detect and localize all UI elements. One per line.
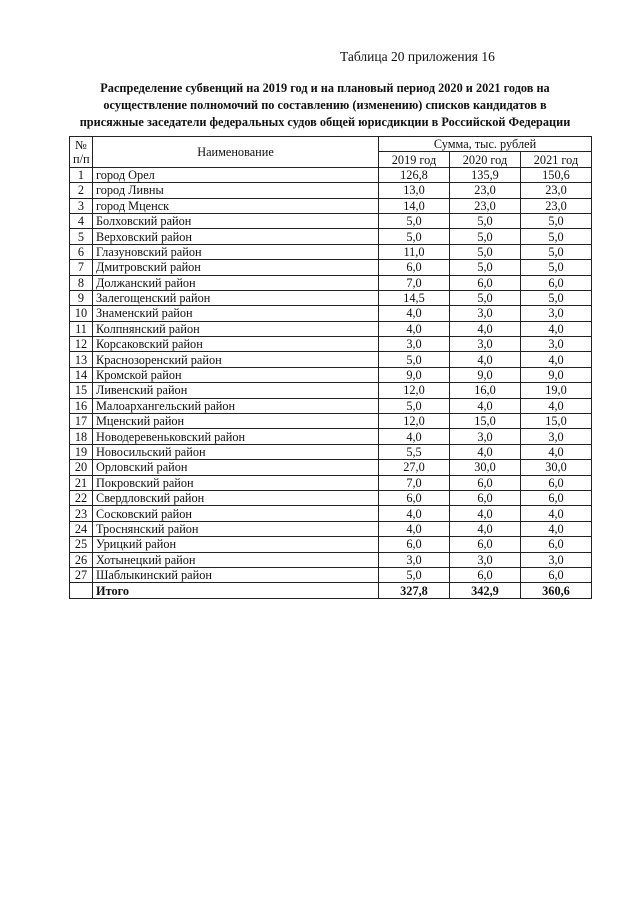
value-2021: 6,0: [521, 537, 592, 552]
row-name: Орловский район: [93, 460, 379, 475]
value-2019: 6,0: [379, 537, 450, 552]
value-2020: 6,0: [450, 490, 521, 505]
title-line: Распределение субвенций на 2019 год и на плановый период 2020 и 2021 годов на: [100, 81, 550, 95]
value-2020: 6,0: [450, 475, 521, 490]
value-2021: 30,0: [521, 460, 592, 475]
value-2020: 6,0: [450, 537, 521, 552]
value-2021: 6,0: [521, 275, 592, 290]
row-name: Кромской район: [93, 367, 379, 382]
value-2019: 12,0: [379, 383, 450, 398]
row-number: 2: [70, 183, 93, 198]
table-row: [70, 383, 592, 398]
row-name: Сосковский район: [93, 506, 379, 521]
row-name: Мценский район: [93, 414, 379, 429]
row-name: Корсаковский район: [93, 337, 379, 352]
table-row: [70, 260, 592, 275]
value-2019: 27,0: [379, 460, 450, 475]
table-row: [70, 429, 592, 444]
value-2020: 6,0: [450, 275, 521, 290]
value-2020: 3,0: [450, 337, 521, 352]
value-2020: 3,0: [450, 306, 521, 321]
row-name: Должанский район: [93, 275, 379, 290]
value-2019: 5,0: [379, 213, 450, 228]
value-2020: 5,0: [450, 260, 521, 275]
row-name: Малоархангельский район: [93, 398, 379, 413]
row-number: 11: [70, 321, 93, 336]
total-row: [70, 583, 592, 598]
value-2021: 23,0: [521, 183, 592, 198]
header-number-line1: №: [75, 137, 87, 152]
value-2021: 6,0: [521, 475, 592, 490]
value-2021: 19,0: [521, 383, 592, 398]
table-row: [70, 352, 592, 367]
row-name: Глазуновский район: [93, 244, 379, 259]
row-number: 26: [70, 552, 93, 567]
row-number: 16: [70, 398, 93, 413]
value-2020: 23,0: [450, 198, 521, 213]
value-2021: 9,0: [521, 367, 592, 382]
table-row: [70, 398, 592, 413]
value-2021: 4,0: [521, 444, 592, 459]
header-number-line2: п/п: [73, 151, 90, 166]
row-name: Колпнянский район: [93, 321, 379, 336]
value-2020: 3,0: [450, 552, 521, 567]
value-2021: 150,6: [521, 167, 592, 182]
value-2019: 5,0: [379, 398, 450, 413]
value-2020: 4,0: [450, 321, 521, 336]
table-row: [70, 552, 592, 567]
value-2021: 3,0: [521, 306, 592, 321]
table-row: [70, 198, 592, 213]
table-row: [70, 167, 592, 182]
row-number: 6: [70, 244, 93, 259]
table-row: [70, 321, 592, 336]
value-2019: 6,0: [379, 490, 450, 505]
value-2021: 3,0: [521, 552, 592, 567]
table-row: [70, 213, 592, 228]
value-2020: 30,0: [450, 460, 521, 475]
row-number: 18: [70, 429, 93, 444]
row-number: 3: [70, 198, 93, 213]
value-2019: 5,0: [379, 567, 450, 582]
row-name: Новодеревеньковский район: [93, 429, 379, 444]
value-2019: 7,0: [379, 275, 450, 290]
table-row: [70, 490, 592, 505]
value-2021: 23,0: [521, 198, 592, 213]
value-2021: 5,0: [521, 229, 592, 244]
row-name: город Ливны: [93, 183, 379, 198]
table-row: [70, 229, 592, 244]
total-2019: 327,8: [379, 583, 450, 598]
value-2019: 12,0: [379, 414, 450, 429]
table-row: [70, 537, 592, 552]
table-row: [70, 444, 592, 459]
header-name: Наименование: [93, 137, 379, 168]
value-2019: 3,0: [379, 552, 450, 567]
title-line: присяжные заседатели федеральных судов общей юрисдикции в Российской Федерации: [79, 115, 571, 129]
table-row: [70, 475, 592, 490]
value-2021: 4,0: [521, 521, 592, 536]
title-line: осуществление полномочий по составлению (изменению) списков кандидатов в: [103, 98, 547, 112]
value-2019: 3,0: [379, 337, 450, 352]
value-2021: 6,0: [521, 490, 592, 505]
value-2020: 9,0: [450, 367, 521, 382]
row-number: 14: [70, 367, 93, 382]
row-name: город Мценск: [93, 198, 379, 213]
row-number: 13: [70, 352, 93, 367]
row-name: Залегощенский район: [93, 290, 379, 305]
value-2021: 4,0: [521, 321, 592, 336]
total-2021: 360,6: [521, 583, 592, 598]
row-number: 7: [70, 260, 93, 275]
row-number: 19: [70, 444, 93, 459]
row-number: 25: [70, 537, 93, 552]
total-label: Итого: [93, 583, 379, 598]
row-number: 12: [70, 337, 93, 352]
total-2020: 342,9: [450, 583, 521, 598]
value-2020: 23,0: [450, 183, 521, 198]
row-number: 10: [70, 306, 93, 321]
row-name: Дмитровский район: [93, 260, 379, 275]
value-2020: 5,0: [450, 244, 521, 259]
value-2020: 4,0: [450, 506, 521, 521]
value-2021: 5,0: [521, 260, 592, 275]
row-number: 24: [70, 521, 93, 536]
row-number: 21: [70, 475, 93, 490]
header-sum: Сумма, тыс. рублей: [379, 137, 592, 152]
value-2019: 11,0: [379, 244, 450, 259]
value-2020: 15,0: [450, 414, 521, 429]
value-2021: 3,0: [521, 337, 592, 352]
value-2019: 13,0: [379, 183, 450, 198]
value-2021: 3,0: [521, 429, 592, 444]
table-row: [70, 521, 592, 536]
header-number: [70, 137, 93, 168]
row-name: Краснозоренский район: [93, 352, 379, 367]
header-year-2021: 2021 год: [521, 152, 592, 167]
value-2020: 5,0: [450, 213, 521, 228]
table-row: [70, 183, 592, 198]
row-number: 8: [70, 275, 93, 290]
value-2020: 4,0: [450, 521, 521, 536]
document-title: [60, 80, 590, 131]
value-2020: 5,0: [450, 290, 521, 305]
row-number: 1: [70, 167, 93, 182]
row-name: город Орел: [93, 167, 379, 182]
table-row: [70, 337, 592, 352]
row-number: 5: [70, 229, 93, 244]
value-2020: 4,0: [450, 398, 521, 413]
value-2019: 4,0: [379, 506, 450, 521]
value-2019: 5,0: [379, 229, 450, 244]
value-2019: 7,0: [379, 475, 450, 490]
value-2021: 5,0: [521, 213, 592, 228]
value-2020: 3,0: [450, 429, 521, 444]
row-number: 27: [70, 567, 93, 582]
subvention-table: [69, 136, 592, 599]
value-2020: 4,0: [450, 444, 521, 459]
row-name: Ливенский район: [93, 383, 379, 398]
value-2020: 135,9: [450, 167, 521, 182]
value-2021: 15,0: [521, 414, 592, 429]
row-name: Свердловский район: [93, 490, 379, 505]
row-name: Новосильский район: [93, 444, 379, 459]
row-number: 22: [70, 490, 93, 505]
value-2020: 16,0: [450, 383, 521, 398]
value-2020: 4,0: [450, 352, 521, 367]
row-name: Покровский район: [93, 475, 379, 490]
table-row: [70, 567, 592, 582]
table-row: [70, 367, 592, 382]
row-number: 23: [70, 506, 93, 521]
table-row: [70, 275, 592, 290]
value-2021: 4,0: [521, 398, 592, 413]
value-2021: 5,0: [521, 244, 592, 259]
total-number-cell: [70, 583, 93, 598]
row-number: 9: [70, 290, 93, 305]
table-row: [70, 290, 592, 305]
row-number: 20: [70, 460, 93, 475]
value-2021: 6,0: [521, 567, 592, 582]
value-2019: 14,0: [379, 198, 450, 213]
value-2020: 6,0: [450, 567, 521, 582]
value-2021: 4,0: [521, 352, 592, 367]
table-reference: Таблица 20 приложения 16: [340, 49, 495, 64]
row-name: Болховский район: [93, 213, 379, 228]
value-2019: 4,0: [379, 306, 450, 321]
row-name: Знаменский район: [93, 306, 379, 321]
value-2019: 4,0: [379, 521, 450, 536]
table-row: [70, 506, 592, 521]
value-2020: 5,0: [450, 229, 521, 244]
table-row: [70, 244, 592, 259]
table-row: [70, 414, 592, 429]
value-2019: 126,8: [379, 167, 450, 182]
row-name: Хотынецкий район: [93, 552, 379, 567]
row-name: Троснянский район: [93, 521, 379, 536]
value-2019: 5,0: [379, 352, 450, 367]
value-2021: 5,0: [521, 290, 592, 305]
value-2019: 6,0: [379, 260, 450, 275]
header-year-2020: 2020 год: [450, 152, 521, 167]
value-2019: 4,0: [379, 321, 450, 336]
header-year-2019: 2019 год: [379, 152, 450, 167]
value-2019: 14,5: [379, 290, 450, 305]
table-row: [70, 306, 592, 321]
value-2021: 4,0: [521, 506, 592, 521]
row-name: Верховский район: [93, 229, 379, 244]
row-name: Шаблыкинский район: [93, 567, 379, 582]
value-2019: 5,5: [379, 444, 450, 459]
table-row: [70, 460, 592, 475]
table-body: [70, 167, 592, 583]
row-number: 4: [70, 213, 93, 228]
row-number: 15: [70, 383, 93, 398]
row-number: 17: [70, 414, 93, 429]
value-2019: 9,0: [379, 367, 450, 382]
row-name: Урицкий район: [93, 537, 379, 552]
value-2019: 4,0: [379, 429, 450, 444]
